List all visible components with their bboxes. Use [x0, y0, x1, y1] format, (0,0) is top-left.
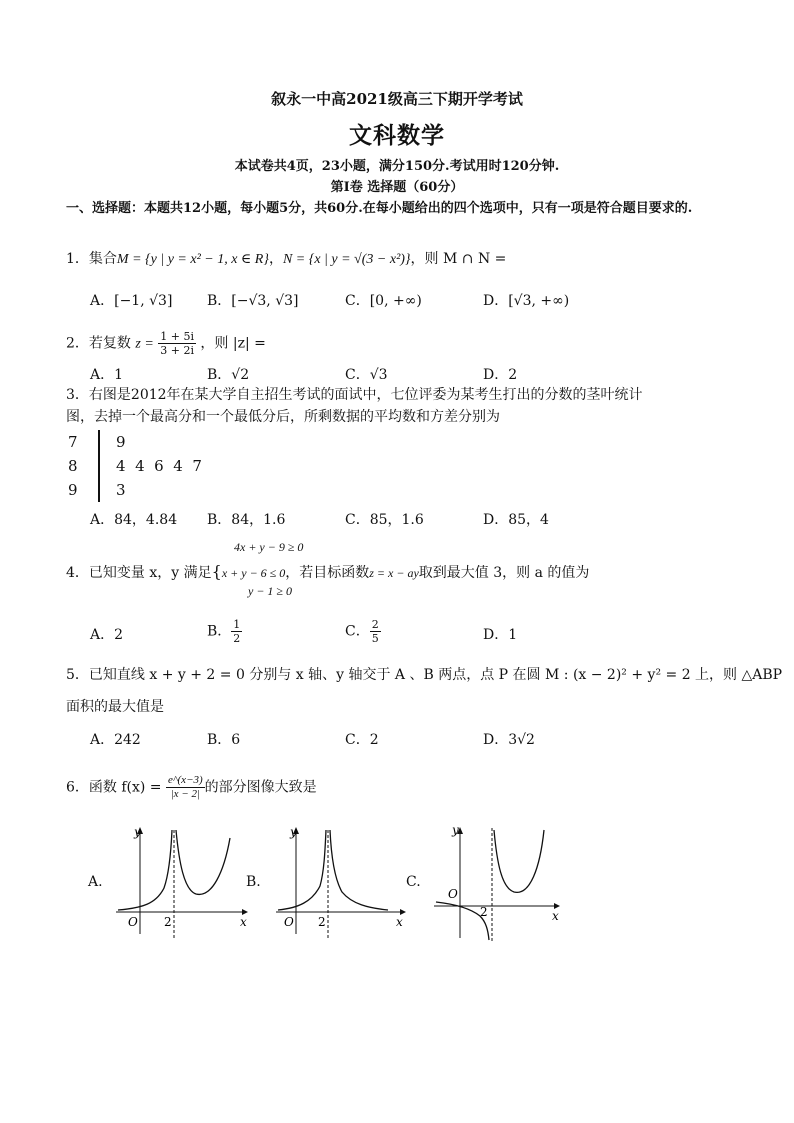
q4-option-b-den: 2 [233, 632, 241, 645]
graph-a-label: A. [88, 874, 103, 890]
q3-option-a: A．84，4.84 [90, 512, 178, 528]
leaves-9: 3 [99, 478, 202, 502]
q2-fraction [158, 330, 196, 357]
q4-option-c [345, 618, 381, 645]
q3-option-b: B．84，1.6 [207, 512, 286, 528]
q6-numerator: e^(x−3) [168, 774, 203, 786]
graph-b-label: B. [246, 874, 261, 890]
q2-text-a: 2．若复数 [66, 335, 131, 352]
q6-fraction [166, 774, 205, 801]
graph-b-x-label: x [396, 915, 403, 929]
section-instructions: 一、选择题：本题共12小题，每小题5分，共60分.在每小题给出的四个选项中，只有一项是符合题目要求的. [66, 201, 693, 216]
q3-option-c: C．85，1.6 [345, 512, 424, 528]
q2-text-b: ，则 |z| = [200, 335, 266, 352]
graph-b-tick-2: 2 [318, 915, 326, 929]
q6-text-b: 的部分图像大致是 [204, 779, 317, 796]
graph-a-x-label: x [240, 915, 247, 929]
graph-c-x-label: x [552, 909, 559, 923]
stem-9: 9 [68, 481, 78, 499]
graph-b-y-label: y [290, 825, 297, 839]
q1-set-m: M = {y | y = x² − 1, x ∈ R} [116, 252, 269, 267]
graph-c-origin: O [448, 887, 458, 901]
graph-a-y-label: y [134, 825, 141, 839]
q1-option-b: B．[−√3, √3] [207, 293, 299, 309]
q5-line-1: 5．已知直线 x + y + 2 = 0 分别与 x 轴、y 轴交于 A 、B 两点，点 P 在圆 M : (x − 2)² + y² = 2 上，则 △ABP [66, 667, 783, 683]
graph-a-tick-2: 2 [164, 915, 172, 929]
q4-option-c-fraction [370, 618, 381, 645]
graph-b [272, 822, 412, 940]
q3-line-1: 3．右图是2012年在某大学自主招生考试的面试中，七位评委为某考生打出的分数的茎叶统计 [66, 387, 643, 403]
q4-option-b-fraction [231, 618, 242, 645]
q4-option-b-prefix: B． [207, 623, 232, 640]
q1-option-a: A．[−1, √3] [90, 293, 173, 309]
graph-a-curve-left [118, 830, 172, 910]
q4-option-c-num: 2 [371, 618, 379, 631]
stem-7: 7 [68, 433, 78, 451]
exam-info: 本试卷共4页，23小题，满分150分.考试用时120分钟. [234, 159, 560, 174]
q2-z: z = [135, 336, 154, 352]
q4-objective: z = x − ay [369, 566, 419, 580]
q5-option-d: D．3√2 [483, 732, 535, 748]
q1-set-n: N = {x | y = √(3 − x²)} [282, 252, 411, 267]
q4-constraint-1: 4x + y − 9 ≥ 0 [234, 540, 304, 554]
graph-c [430, 818, 570, 944]
q4-text-a: 4．已知变量 x，y 满足 [66, 565, 212, 581]
graph-c-tick-2: 2 [480, 905, 488, 919]
question-2 [66, 330, 266, 357]
leaves-7: 9 [99, 430, 202, 454]
subject-title: 文科数学 [349, 122, 445, 149]
q3-option-d: D．85，4 [483, 512, 549, 528]
q4-constraint-2: x + y − 6 ≤ 0 [221, 566, 286, 580]
question-1 [66, 248, 506, 268]
q5-line-2: 面积的最大值是 [66, 699, 164, 715]
exam-title: 叙永一中高2021级高三下期开学考试 [271, 90, 523, 108]
graph-b-curve-right [330, 830, 388, 910]
graph-c-y-label: y [452, 823, 459, 837]
leaves-8: 4 4 6 4 7 [99, 454, 202, 478]
q1-option-d: D．[√3, +∞) [483, 293, 570, 309]
q2-option-a: A．1 [90, 367, 124, 383]
graph-c-label: C. [406, 874, 421, 890]
q4-option-b-num: 1 [233, 618, 241, 631]
graph-c-curve-right [494, 830, 544, 892]
q1-num: 1．集合 [66, 251, 117, 267]
q2-option-d: D．2 [483, 367, 518, 383]
graph-a-origin: O [128, 915, 138, 929]
q6-denominator: |x − 2| [170, 788, 200, 800]
stem-leaf-plot [68, 430, 202, 502]
graph-b-origin: O [284, 915, 294, 929]
q1-tail: ，则 M ∩ N = [410, 251, 507, 267]
q6-text-a: 6．函数 f(x) = [66, 779, 162, 796]
q1-sep: ， [268, 251, 283, 267]
q5-option-a: A．242 [90, 732, 141, 748]
q2-option-c: C．√3 [345, 367, 388, 383]
graph-b-curve-left [278, 830, 326, 910]
stem-8: 8 [68, 457, 78, 475]
graph-a-curve-right [176, 830, 230, 894]
q1-option-c: C．[0, +∞) [345, 293, 422, 309]
q5-option-b: B．6 [207, 732, 241, 748]
q4-constraint-3: y − 1 ≥ 0 [248, 584, 293, 598]
q4-option-a: A．2 [90, 627, 124, 643]
q5-option-c: C．2 [345, 732, 379, 748]
q2-numerator: 1 + 5i [160, 330, 194, 343]
q4-option-c-prefix: C． [345, 623, 370, 640]
question-6 [66, 774, 317, 801]
q2-denominator: 3 + 2i [160, 344, 194, 357]
q3-line-2: 图，去掉一个最高分和一个最低分后，所剩数据的平均数和方差分别为 [66, 409, 500, 425]
part-title: 第Ⅰ卷 选择题（60分） [330, 180, 464, 195]
q4-option-c-den: 5 [371, 632, 379, 645]
graph-a [112, 822, 252, 940]
q4-text-b: ，若目标函数 [285, 565, 370, 581]
q4-option-b [207, 618, 242, 645]
q4-text-c: 取到最大值 3，则 a 的值为 [418, 565, 590, 581]
q2-option-b: B．√2 [207, 367, 250, 383]
q4-brace: { [211, 562, 222, 581]
q4-option-d: D．1 [483, 627, 518, 643]
question-4 [66, 562, 589, 582]
